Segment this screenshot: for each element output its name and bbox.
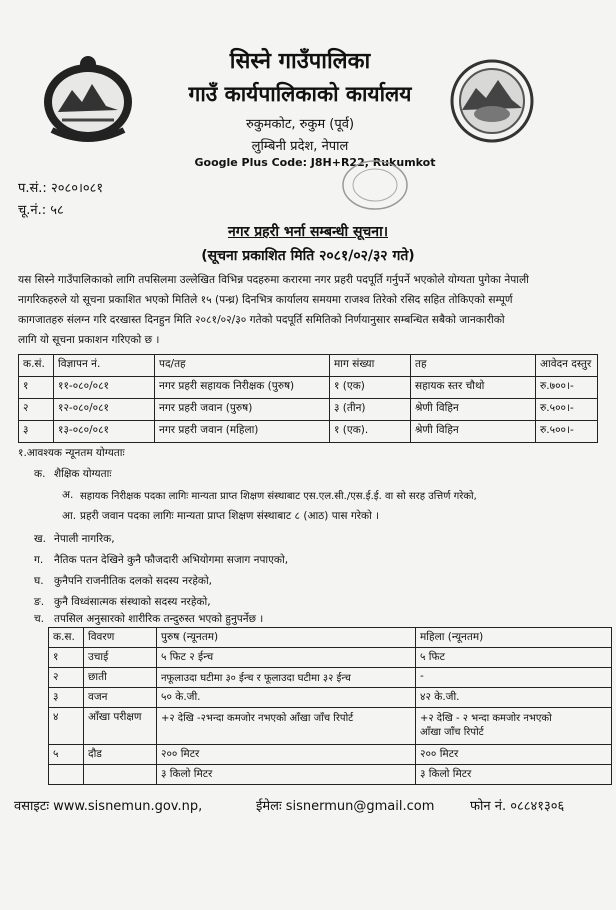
table-row	[49, 765, 612, 785]
column-header: तह	[411, 355, 536, 377]
table-cell: उचाई	[84, 648, 157, 668]
column-header: विवरण	[84, 628, 157, 648]
table-cell: १३-०८०/०८१	[54, 421, 155, 443]
table-cell: सहायक स्तर चौथो	[411, 377, 536, 399]
column-header: पुरुष (न्यूनतम)	[157, 628, 416, 648]
cell-line: आँखा जाँच रिपोर्ट	[420, 727, 484, 738]
column-header: माग संख्या	[330, 355, 411, 377]
nepal-emblem-icon	[32, 50, 144, 146]
table-row	[49, 745, 612, 765]
table-cell: २०० मिटर	[157, 745, 416, 765]
table-cell: ११-०८०/०८१	[54, 377, 155, 399]
table-cell: नगर प्रहरी जवान (पुरुष)	[155, 399, 330, 421]
footer-email: ईमेलः sisnermun@gmail.com	[256, 799, 435, 814]
table-cell: २	[19, 399, 54, 421]
req-key: च.	[34, 613, 45, 625]
table-cell: नफूलाउदा घटीमा ३० ईन्च र फूलाउदा घटीमा ३२ ईन्च	[157, 668, 416, 688]
table-cell: नगर प्रहरी सहायक निरीक्षक (पुरुष)	[155, 377, 330, 399]
vacancy-table	[18, 354, 598, 443]
column-header: विज्ञापन नं.	[54, 355, 155, 377]
plus-code: Google Plus Code: J8H+R22, Rukumkot	[194, 156, 436, 169]
requirements-heading: १.आवश्यक न्यूनतम योग्यताः	[18, 447, 125, 459]
req-text: सहायक निरीक्षक पदका लागिः मान्यता प्राप्त शिक्षण संस्थाबाट एस.एल.सी./एस.ई.ई. वा सो सरह उत्तिर्ण गरेको,	[80, 491, 477, 502]
table-cell: -	[416, 668, 612, 688]
table-cell: ४२ के.जी.	[416, 688, 612, 708]
req-key: क.	[34, 468, 46, 480]
table-row	[19, 377, 598, 399]
office-location: रुकुमकोट, रुकुम (पूर्व)	[245, 117, 355, 132]
table-cell: ५ फिट २ ईन्च	[157, 648, 416, 668]
table-cell: ५० के.जी.	[157, 688, 416, 708]
province-name: लुम्बिनी प्रदेश, नेपाल	[251, 139, 349, 154]
notice-subtitle: (सूचना प्रकाशित मिति २०८१/०२/३२ गते)	[201, 248, 415, 264]
intro-line: नागरिकहरुले यो सूचना प्रकाशित भएको मितिले १५ (पन्ध्र) दिनभित्र कार्यालय समयमा राजश्व तिरेको रसिद सहित तोकिएको सम्पूर्ण	[18, 294, 513, 306]
table-header-row	[49, 628, 612, 648]
req-key: अ.	[62, 489, 74, 501]
table-row	[19, 421, 598, 443]
table-cell: १	[49, 648, 84, 668]
table-cell: वजन	[84, 688, 157, 708]
table-cell: १२-०८०/०८१	[54, 399, 155, 421]
req-text: तपसिल अनुसारको शारीरिक तन्दुरुस्त भएको हुनुपर्नेछ ।	[54, 613, 264, 625]
table-cell: श्रेणी विहिन	[411, 399, 536, 421]
table-cell: श्रेणी विहिन	[411, 421, 536, 443]
table-cell: ३	[19, 421, 54, 443]
column-header: महिला (न्यूनतम)	[416, 628, 612, 648]
table-cell: दौड	[84, 745, 157, 765]
req-text: कुनै विध्वंसात्मक संस्थाको सदस्य नरहेको,	[54, 596, 211, 608]
table-cell: १	[19, 377, 54, 399]
intro-line: लागि यो सूचना प्रकाशन गरिएको छ ।	[18, 334, 160, 346]
req-key: ङ.	[34, 596, 45, 608]
req-text: नेपाली नागरिक,	[54, 533, 115, 545]
cell-line: +२ देखि - २ भन्दा कमजोर नभएको	[420, 713, 552, 724]
notice-title: नगर प्रहरी भर्ना सम्बन्धी सूचना।	[227, 224, 389, 240]
req-text: शैक्षिक योग्यताः	[54, 468, 112, 480]
table-cell: छाती	[84, 668, 157, 688]
table-cell: ३ किलो मिटर	[157, 765, 416, 785]
column-header: आवेदन दस्तुर	[536, 355, 598, 377]
req-text: नैतिक पतन देखिने कुनै फौजदारी अभियोगमा सजाग नपाएको,	[54, 554, 289, 566]
table-header-row	[19, 355, 598, 377]
table-cell: १ (एक)	[330, 377, 411, 399]
office-stamp-icon	[340, 158, 410, 212]
req-text: कुनैपनि राजनीतिक दलको सदस्य नरहेको,	[54, 575, 213, 587]
table-cell: २०० मिटर	[416, 745, 612, 765]
municipality-name: सिस्ने गाउँपालिका	[229, 49, 371, 74]
table-cell: आँखा परीक्षण	[84, 708, 157, 745]
table-cell: रु.५००।-	[536, 399, 598, 421]
table-row	[49, 708, 612, 745]
column-header: क.सं.	[19, 355, 54, 377]
reference-number: प.सं.: २०८०।०८१	[18, 181, 104, 196]
footer-website: वसाइटः www.sisnemun.gov.np,	[14, 799, 203, 814]
dispatch-number: चू.नं.: ५८	[18, 203, 64, 218]
column-header: पद/तह	[155, 355, 330, 377]
table-row	[49, 668, 612, 688]
table-cell: रु.७००।-	[536, 377, 598, 399]
table-cell: नगर प्रहरी जवान (महिला)	[155, 421, 330, 443]
column-header: क.स.	[49, 628, 84, 648]
intro-line: कागजातहरु संलग्न गरि दरखास्त दिनहुन मिति २०८१/०२/३० गतेको पदपूर्ति समितिको निर्णयानुसार सम्बन्धित सबैको जानकारीको	[18, 314, 505, 326]
req-key: ख.	[34, 533, 46, 545]
table-cell: +२ देखि -२भन्दा कमजोर नभएको आँखा जाँच रिपोर्ट	[157, 708, 416, 745]
municipality-logo-icon	[440, 58, 544, 144]
req-key: घ.	[34, 575, 44, 587]
table-cell: ३ किलो मिटर	[416, 765, 612, 785]
table-row	[49, 688, 612, 708]
physical-table	[48, 627, 612, 785]
req-key: आ.	[62, 510, 77, 522]
table-cell: ५ फिट	[416, 648, 612, 668]
table-cell	[416, 708, 612, 745]
table-cell: ४	[49, 708, 84, 745]
office-name: गाउँ कार्यपालिकाको कार्यालय	[188, 82, 412, 106]
req-key: ग.	[34, 554, 44, 566]
table-cell: २	[49, 668, 84, 688]
footer-phone: फोन नं. ०८८४१३०६	[470, 799, 565, 814]
intro-line: यस सिस्ने गाउँपालिकाको लागि तपसिलमा उल्लेखित विभिन्न पदहरुमा करारमा नगर प्रहरी पदपूर्ति गर्नुपर्ने भएकोले योग्यता पुगेका नेपाली	[18, 274, 529, 286]
table-cell	[84, 765, 157, 785]
table-cell: १ (एक).	[330, 421, 411, 443]
table-row	[19, 399, 598, 421]
table-cell	[49, 765, 84, 785]
table-cell: ५	[49, 745, 84, 765]
table-cell: ३ (तीन)	[330, 399, 411, 421]
table-cell: रु.५००।-	[536, 421, 598, 443]
table-cell: ३	[49, 688, 84, 708]
req-text: प्रहरी जवान पदका लागिः मान्यता प्राप्त शिक्षण संस्थाबाट ८ (आठ) पास गरेको ।	[80, 510, 380, 522]
intro-paragraph	[18, 270, 602, 350]
table-row	[49, 648, 612, 668]
